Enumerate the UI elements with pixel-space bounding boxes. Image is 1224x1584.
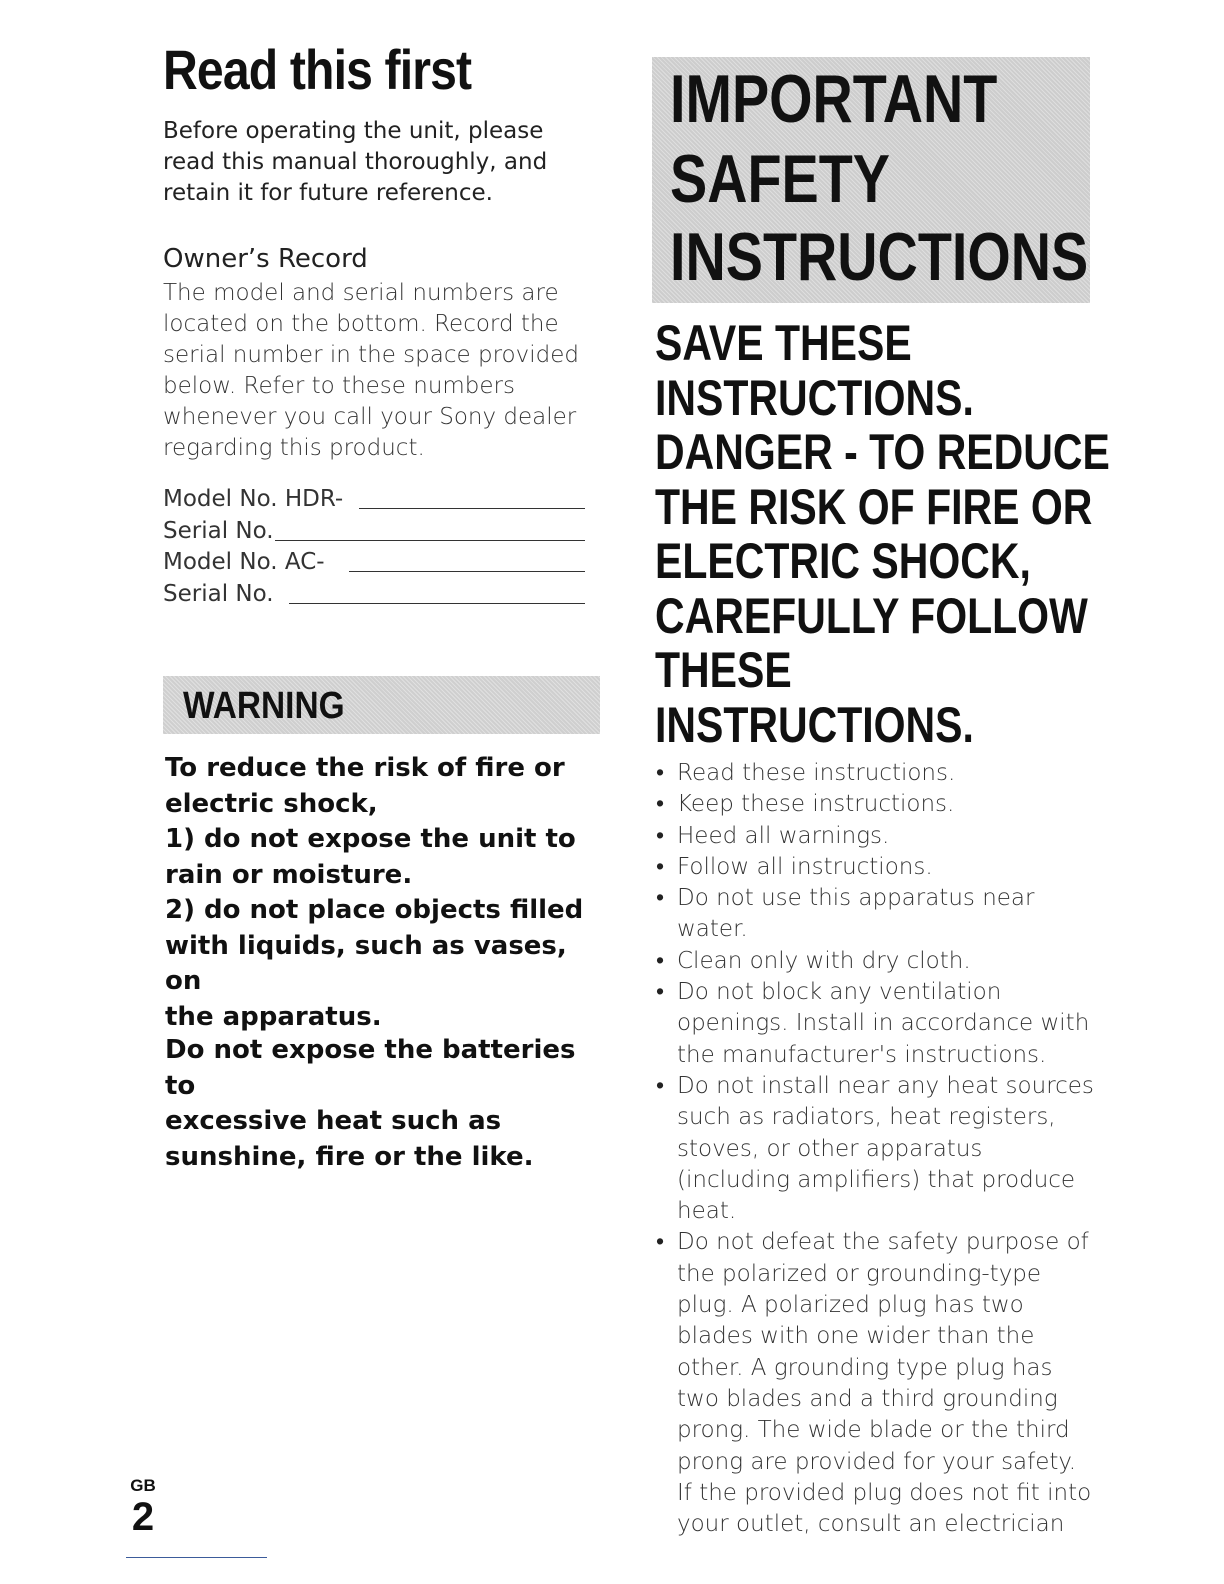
record-field-line — [359, 508, 585, 509]
record-field-label: Model No. AC- — [163, 549, 325, 575]
list-item: • Do not defeat the safety purpose of the polarized or grounding-type plug. A polarized plug has two blades with one wider than the other. A grounding type plug has two blades and a third grounding prong. The wide blade or the third prong are provided for your safety. If the provided plug does not fit into your outlet, consult an electrician — [656, 1227, 1096, 1540]
list-item: • Do not use this apparatus near water. — [656, 883, 1096, 946]
save-heading-line: THESE — [655, 642, 792, 698]
save-heading-line: THE RISK OF FIRE OR — [655, 478, 1093, 535]
record-field-label: Model No. HDR- — [163, 486, 344, 512]
warning-line: excessive heat such as — [165, 1106, 502, 1136]
record-field-serial-1 — [163, 516, 585, 547]
warning-line: 2) do not place objects filled — [165, 895, 584, 925]
list-item: • Do not install near any heat sources such as radiators, heat registers, stoves, or other apparatus (including amplifiers) that produce heat. — [656, 1071, 1096, 1227]
record-field-model-ac — [163, 547, 585, 578]
owners-record-text: The model and serial numbers are located on the bottom. Record the serial number in the space provided below. Refer to these numbers whenever you call your Sony dealer regarding this product. — [163, 280, 579, 461]
warning-battery-text — [165, 1033, 605, 1175]
warning-line: Do not expose the batteries to — [165, 1035, 576, 1101]
footer-rule — [126, 1557, 267, 1558]
save-instructions-heading — [655, 316, 1215, 752]
warning-line: electric shock, — [165, 788, 378, 819]
intro-text: Before operating the unit, please read this manual thoroughly, and retain it for future reference. — [163, 118, 548, 206]
warning-fire-text — [165, 751, 605, 1035]
save-heading-line: ELECTRIC SHOCK, — [655, 533, 1031, 589]
list-item: • Follow all instructions. — [656, 852, 1096, 883]
warning-line: To reduce the risk of fire or — [165, 753, 565, 783]
page-number-block — [128, 1476, 158, 1538]
warning-line: the apparatus. — [165, 1001, 382, 1032]
list-item: • Heed all warnings. — [656, 821, 1096, 852]
record-field-serial-2 — [163, 579, 585, 610]
list-item: • Do not block any ventilation openings. Install in accordance with the manufacturer's instructions. — [656, 977, 1096, 1071]
safety-instructions-list — [656, 758, 1096, 1540]
record-field-model-hdr — [163, 484, 585, 515]
important-line: IMPORTANT — [670, 61, 998, 137]
important-safety-banner — [652, 57, 1090, 303]
record-field-label: Serial No. — [163, 581, 274, 607]
record-field-line — [275, 540, 585, 541]
list-item: • Keep these instructions. — [656, 789, 1096, 820]
warning-line: with liquids, such as vases, on — [165, 930, 567, 996]
page-title: Read this first — [163, 38, 472, 101]
save-heading-line: INSTRUCTIONS. — [655, 369, 974, 426]
page-region-code: GB — [130, 1476, 156, 1495]
warning-line: rain or moisture. — [165, 859, 413, 890]
list-item: • Read these instructions. — [656, 758, 1096, 789]
save-heading-line: CAREFULLY FOLLOW — [655, 587, 1088, 644]
warning-label: WARNING — [183, 685, 345, 727]
list-item: • Clean only with dry cloth. — [656, 946, 1096, 977]
save-heading-line: INSTRUCTIONS. — [655, 696, 974, 753]
owners-record-heading: Owner’s Record — [163, 244, 368, 274]
warning-line: sunshine, fire or the like. — [165, 1141, 534, 1172]
record-field-line — [349, 571, 585, 572]
warning-line: 1) do not expose the unit to — [165, 824, 576, 854]
save-heading-line: SAVE THESE — [655, 315, 912, 371]
important-line: INSTRUCTIONS — [670, 219, 1089, 295]
page-number: 2 — [131, 1495, 155, 1539]
record-field-line — [289, 603, 585, 604]
warning-banner — [163, 676, 600, 734]
important-line: SAFETY — [670, 141, 890, 217]
record-field-label: Serial No. — [163, 518, 274, 544]
save-heading-line: DANGER - TO REDUCE — [655, 424, 1110, 480]
